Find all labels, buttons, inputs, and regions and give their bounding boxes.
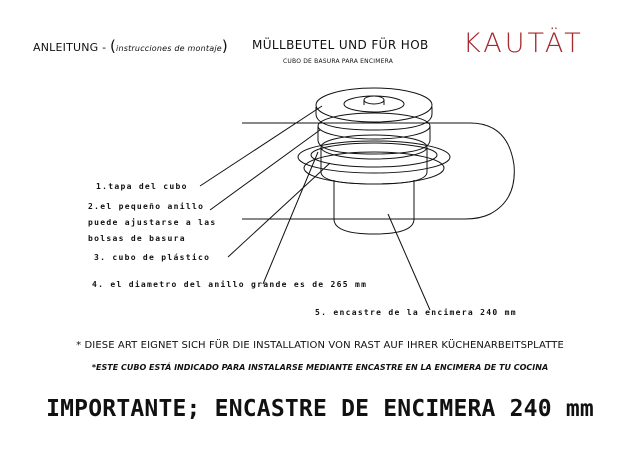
product-subtitle: CUBO DE BASURA PARA ENCIMERA <box>283 58 394 65</box>
bin-body <box>334 219 414 234</box>
leader-1 <box>200 106 322 186</box>
note-spanish: *ESTE CUBO ESTÁ INDICADO PARA INSTALARSE MEDIANTE ENCASTRE EN LA ENCIMERA DE TU COCINA <box>91 363 549 372</box>
paren-close: ) <box>221 37 228 55</box>
paren-open: ( <box>109 37 117 55</box>
brand-logo: KAUTÄT <box>463 28 584 59</box>
plastic-bin-rim <box>321 147 427 184</box>
important-banner: IMPORTANTE; ENCASTRE DE ENCIMERA 240 mm <box>46 396 594 422</box>
label-large-ring: 4. el diametro del anillo grande es de 265 mm <box>92 280 368 289</box>
product-title: MÜLLBEUTEL UND FÜR HOB <box>252 38 429 52</box>
label-small-ring-line1: 2.el pequeño anillo <box>88 202 205 211</box>
label-countertop-cutout: 5. encastre de la encimera 240 mm <box>315 308 517 317</box>
leader-5 <box>388 214 430 310</box>
instructions-label-de: ANLEITUNG - <box>33 41 107 54</box>
leader-4 <box>263 152 318 284</box>
leader-3 <box>228 163 330 257</box>
note-german: * DIESE ART EIGNET SICH FÜR DIE INSTALLATION VON RAST AUF IHRER KÜCHENARBEITSPLATTE <box>76 340 564 351</box>
label-small-ring-line2: puede ajustarse a las <box>88 218 217 227</box>
lid-side <box>316 107 432 130</box>
label-plastic-bin: 3. cubo de plástico <box>94 253 211 262</box>
leader-2 <box>210 130 320 210</box>
label-small-ring <box>88 199 216 247</box>
countertop-outline <box>242 123 514 219</box>
lid-knob <box>364 96 384 104</box>
instructions-label-es: instrucciones de montaje <box>116 44 222 53</box>
lid-top <box>316 88 432 122</box>
label-lid: 1.tapa del cubo <box>96 182 188 191</box>
label-small-ring-line3: bolsas de basura <box>88 234 186 243</box>
